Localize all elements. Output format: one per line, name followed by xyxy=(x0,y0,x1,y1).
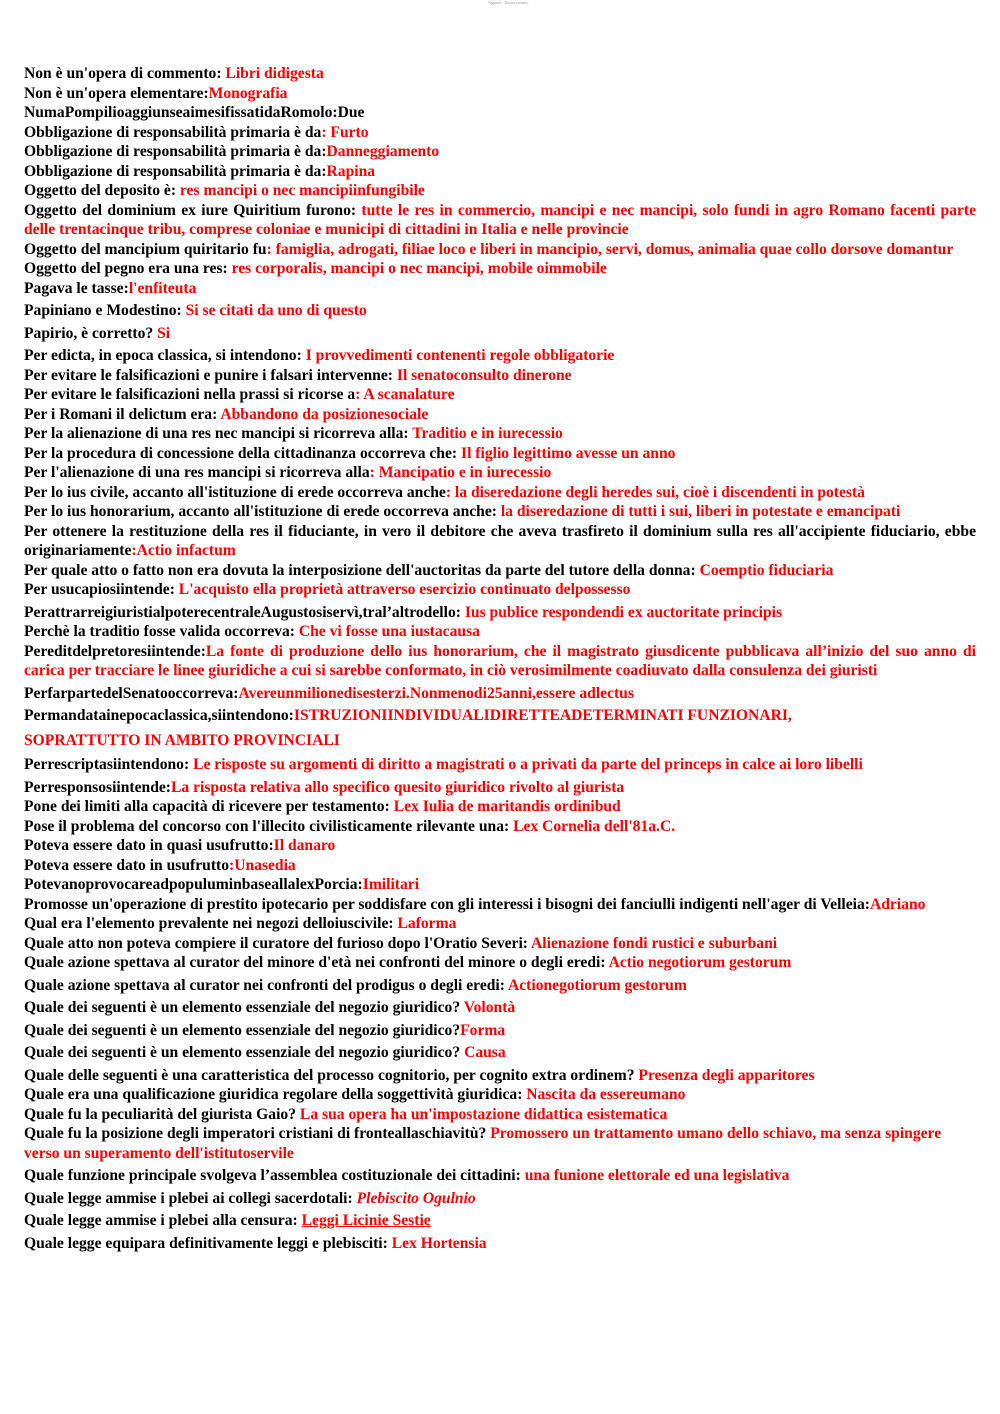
answer-text: SOPRATTUTTO IN AMBITO PROVINCIALI xyxy=(24,731,340,749)
answer-text: ISTRUZIONIINDIVIDUALIDIRETTEADETERMINATI FUNZIONARI, xyxy=(293,707,792,724)
qa-entry xyxy=(24,622,976,642)
answer-text: Promossero un trattamento umano dello schiavo, ma senza spingere verso un superamento dell'istitutoservile xyxy=(24,1125,942,1162)
question-text: PerattrarreigiuristialpoterecentraleAugustosiservì,tral’altrodello: xyxy=(24,603,465,621)
answer-text: Traditio e in iurecessio xyxy=(412,425,563,442)
answer-text: La fonte di produzione dello ius honorarium, che il magistrato giusdicente pubblicava all’inizio del suo anno di carica per tracciare le linee giuridiche a cui si sarebbe conformato, in ciò verosimilmente coadiuvato dalla consulenza dei giuristi xyxy=(24,642,976,679)
question-text: Qual era l'elemento prevalente nei negozi delloiuscivile: xyxy=(24,915,398,932)
answer-text: Lex Hortensia xyxy=(391,1234,487,1252)
qa-entry xyxy=(24,778,976,798)
question-text: Per la procedura di concessione della cittadinanza occorreva che: xyxy=(24,444,461,462)
answer-text: La risposta relativa allo specifico quesito giuridico rivolto al giurista xyxy=(170,778,625,796)
question-text: Poteva essere dato in quasi usufrutto: xyxy=(24,837,274,854)
question-text: Per evitare le falsificazioni e punire i falsari intervenne: xyxy=(24,366,397,384)
question-text: Poteva essere dato in usufrutto xyxy=(24,856,230,874)
answer-text: l'enfiteuta xyxy=(128,279,197,297)
question-text: Obbligazione di responsabilità primaria è da: xyxy=(24,162,327,180)
question-text: Perrescriptasiintendono: xyxy=(24,756,194,773)
answer-text: Plebiscito Ogulnio xyxy=(356,1189,476,1207)
question-text: Per l'alienazione di una res mancipi si ricorreva alla xyxy=(24,464,370,481)
question-text: PerfarpartedelSenatooccorreva: xyxy=(24,684,239,702)
qa-entry xyxy=(24,603,976,623)
question-text: Quale atto non poteva compiere il curatore del furioso dopo l'Oratio Severi: xyxy=(24,934,532,952)
answer-text: :Unasedia xyxy=(229,856,296,874)
answer-text: Il figlio legittimo avesse un anno xyxy=(461,444,676,462)
question-text: Per usucapiosiintende: xyxy=(24,581,179,598)
question-text: Per lo ius honorarium, accanto all'istituzione di erede occorreva anche: xyxy=(24,503,501,520)
answer-text: Che vi fosse una iustacausa xyxy=(298,623,480,640)
qa-entry xyxy=(24,1043,976,1063)
answer-text: Leggi Licinie Sestie xyxy=(301,1212,431,1229)
answer-text: Abbandono da posizionesociale xyxy=(220,405,429,423)
answer-text: : la diseredazione degli heredes sui, cioè i discendenti in potestà xyxy=(445,483,865,501)
answer-text: Lex Cornelia dell'81a.C. xyxy=(513,817,676,835)
question-text: Pagava le tasse: xyxy=(24,279,129,297)
question-text: Oggetto del dominium ex iure Quiritium furono: xyxy=(24,201,362,219)
question-text: Papirio, è corretto? xyxy=(24,324,158,342)
qa-entry xyxy=(24,84,976,104)
question-text: Quale azione spettava al curator del minore d'età nei confronti del minore o degli eredi: xyxy=(24,954,609,971)
answer-text: Libri didigesta xyxy=(225,65,324,82)
question-text: Per lo ius civile, accanto all'istituzione di erede occorreva anche xyxy=(24,483,446,501)
qa-entry xyxy=(24,181,976,201)
qa-entry xyxy=(24,1066,976,1086)
qa-entry xyxy=(24,123,976,143)
qa-entry xyxy=(24,836,976,856)
question-text: Oggetto del pegno era una res: xyxy=(24,260,232,277)
answer-text: Avereunmilionedisesterzi.Nonmenodi25anni,essere adlectus xyxy=(238,684,634,702)
qa-entry xyxy=(24,346,976,366)
question-text: Quale fu la peculiarità del giurista Gaio? xyxy=(24,1105,300,1123)
qa-entry xyxy=(24,1211,976,1231)
qa-entry xyxy=(24,684,976,704)
question-text: Per i Romani il delictum era: xyxy=(24,405,221,423)
answer-text: tutte le res in commercio, mancipi e nec mancipi, solo fundi in agro Romano facenti parte delle trentacinque tribu, comprese coloniae e municipi di cittadini in Italia e nelle provincie xyxy=(24,201,976,238)
question-text: Per quale atto o fatto non era dovuta la interposizione dell'auctoritas da parte del tutore della donna: xyxy=(24,561,700,579)
question-text: Oggetto del mancipium quiritario fu xyxy=(24,240,267,258)
question-text: Oggetto del deposito è: xyxy=(24,182,180,199)
answer-text: Il senatoconsulto dinerone xyxy=(396,366,572,384)
qa-entry xyxy=(24,998,976,1018)
qa-entry xyxy=(24,895,976,915)
question-text: Papiniano e Modestino: xyxy=(24,302,186,319)
answer-text: L'acquisto ella proprietà attraverso esercizio continuato delpossesso xyxy=(178,581,631,598)
qa-entry xyxy=(24,817,976,837)
answer-text: :Actio infactum xyxy=(131,542,236,559)
question-text: Quale legge ammise i plebei ai collegi sacerdotali: xyxy=(24,1189,357,1207)
qa-entry xyxy=(24,385,976,405)
qa-entry xyxy=(24,240,976,260)
answer-text: Laforma xyxy=(397,915,457,932)
qa-entry xyxy=(24,502,976,522)
answer-text: Lex Iulia de maritandis ordinibud xyxy=(393,798,621,815)
qa-entry xyxy=(24,1189,976,1209)
question-text: Perresponsosiintende: xyxy=(24,778,171,796)
answer-text: la diseredazione di tutti i sui, liberi in potestate e emancipati xyxy=(500,503,901,520)
qa-entry xyxy=(24,279,976,299)
answer-text: Si se citati da uno di questo xyxy=(185,302,367,319)
question-text: Pose il problema del concorso con l'illecito civilisticamente rilevante una: xyxy=(24,817,514,835)
question-text: Quale azione spettava al curator nei confronti del prodigus o degli eredi: xyxy=(24,976,508,994)
question-text: Quale funzione principale svolgeva l’assemblea costituzionale dei cittadini: xyxy=(24,1167,525,1184)
qa-entry xyxy=(24,706,976,726)
question-text: Per la alienazione di una res nec mancipi si ricorreva alla: xyxy=(24,425,413,442)
answer-text: : famiglia, adrogati, filiae loco e liberi in mancipio, servi, domus, animalia quae collo dorsove domantur xyxy=(266,240,954,258)
question-text: Pone dei limiti alla capacità di ricevere per testamento: xyxy=(24,798,394,815)
qa-list xyxy=(24,64,976,1253)
answer-text: : Furto xyxy=(321,123,369,141)
qa-entry xyxy=(24,856,976,876)
qa-entry xyxy=(24,259,976,279)
answer-text: res mancipi o nec mancipiinfungibile xyxy=(179,182,425,199)
qa-entry xyxy=(24,142,976,162)
answer-text: Causa xyxy=(464,1044,506,1061)
question-text: Permandatainepocaclassica,siintendono: xyxy=(24,707,294,724)
qa-entry xyxy=(24,483,976,503)
question-text: Per edicta, in epoca classica, si intendono: xyxy=(24,347,306,364)
qa-entry xyxy=(24,580,976,600)
question-text: Quale dei seguenti è un elemento essenziale del negozio giuridico? xyxy=(24,1021,461,1039)
qa-entry xyxy=(24,301,976,321)
answer-text: res corporalis, mancipi o nec mancipi, mobile oimmobile xyxy=(231,260,607,277)
answer-text: Nascita da essereumano xyxy=(526,1086,686,1103)
question-text: Non è un'opera elementare: xyxy=(24,84,209,102)
answer-text: Si xyxy=(157,324,171,342)
qa-entry xyxy=(24,405,976,425)
answer-text: Imilitari xyxy=(362,876,420,893)
qa-entry xyxy=(24,366,976,386)
qa-entry xyxy=(24,1105,976,1125)
question-text: Quale delle seguenti è una caratteristica del processo cognitorio, per cognito extra ordinem? xyxy=(24,1066,639,1084)
qa-entry xyxy=(24,1085,976,1105)
question-text: Non è un'opera di commento: xyxy=(24,65,226,82)
qa-entry xyxy=(24,797,976,817)
answer-text: una funione elettorale ed una legislativa xyxy=(524,1167,790,1184)
answer-text: Volontà xyxy=(463,999,516,1016)
question-text: Quale dei seguenti è un elemento essenziale del negozio giuridico? xyxy=(24,999,464,1016)
qa-entry xyxy=(24,561,976,581)
answer-text: Monografia xyxy=(208,84,288,102)
qa-entry xyxy=(24,324,976,344)
answer-text: Ius publice respondendi ex auctoritate principis xyxy=(464,603,783,621)
qa-entry xyxy=(24,522,976,561)
answer-text: Rapina xyxy=(326,162,376,180)
qa-entry xyxy=(24,1021,976,1041)
qa-entry xyxy=(24,914,976,934)
qa-entry xyxy=(24,976,976,996)
qa-entry xyxy=(24,1234,976,1254)
answer-text: Danneggiamento xyxy=(326,143,440,160)
question-text: Per evitare le falsificazioni nella prassi si ricorse a xyxy=(24,386,356,403)
question-text: Obbligazione di responsabilità primaria è da xyxy=(24,123,322,141)
question-text: Quale dei seguenti è un elemento essenziale del negozio giuridico? xyxy=(24,1044,465,1061)
qa-entry xyxy=(24,444,976,464)
question-text: Quale legge equipara definitivamente leggi e plebisciti: xyxy=(24,1234,392,1252)
answer-text: : Mancipatio e in iurecessio xyxy=(369,464,552,481)
answer-text: Actio negotiorum gestorum xyxy=(608,954,792,971)
question-text: Perchè la traditio fosse valida occorreva: xyxy=(24,623,299,640)
qa-entry xyxy=(24,64,976,84)
qa-entry xyxy=(24,1124,976,1163)
answer-text: Presenza degli apparitores xyxy=(638,1066,815,1084)
header-mark: Appunti · Diritto romano xyxy=(488,0,529,5)
question-text: Quale legge ammise i plebei alla censura: xyxy=(24,1212,302,1229)
question-text: Per ottenere la restituzione della res il fiduciante, in vero il debitore che aveva trasfireto il dominium sulla res all'accipiente fiduciario, ebbe originariamente xyxy=(24,522,976,559)
qa-entry xyxy=(24,755,976,775)
answer-text: Coemptio fiduciaria xyxy=(699,561,834,579)
qa-entry xyxy=(24,162,976,182)
qa-entry xyxy=(24,731,976,751)
question-text: Promosse un'operazione di prestito ipotecario per soddisfare con gli interessi i bisogni dei fanciulli indigenti nell'ager di Velleia: xyxy=(24,895,870,913)
answer-text: I provvedimenti contenenti regole obbligatorie xyxy=(305,347,615,364)
answer-text: Alienazione fondi rustici e suburbani xyxy=(531,934,778,952)
qa-entry xyxy=(24,934,976,954)
qa-entry xyxy=(24,463,976,483)
qa-entry xyxy=(24,875,976,895)
question-text: Obbligazione di responsabilità primaria è da: xyxy=(24,143,327,160)
answer-text: La sua opera ha un'impostazione didattica esistematica xyxy=(299,1105,668,1123)
answer-text: Adriano xyxy=(869,895,926,913)
question-text: Quale era una qualificazione giuridica regolare della soggettività giuridica: xyxy=(24,1086,527,1103)
qa-entry xyxy=(24,201,976,240)
qa-entry xyxy=(24,424,976,444)
question-text: Pereditdelpretoresiintende: xyxy=(24,642,206,660)
answer-text: Le risposte su argomenti di diritto a magistrati o a privati da parte del princeps in calce ai loro libelli xyxy=(193,756,863,773)
qa-entry xyxy=(24,103,976,123)
question-text: PotevanoprovocareadpopuluminbaseallalexPorcia: xyxy=(24,876,363,893)
qa-entry xyxy=(24,1166,976,1186)
question-text: NumaPompilioaggiunseaimesifissatidaRomolo:Due xyxy=(24,104,365,121)
answer-text: Il danaro xyxy=(273,837,336,854)
answer-text: : A scanalature xyxy=(355,386,455,403)
qa-entry xyxy=(24,953,976,973)
answer-text: Forma xyxy=(460,1021,506,1039)
question-text: Quale fu la posizione degli imperatori cristiani di fronteallaschiavitù? xyxy=(24,1125,491,1142)
qa-entry xyxy=(24,642,976,681)
answer-text: Actionegotiorum gestorum xyxy=(507,976,687,994)
